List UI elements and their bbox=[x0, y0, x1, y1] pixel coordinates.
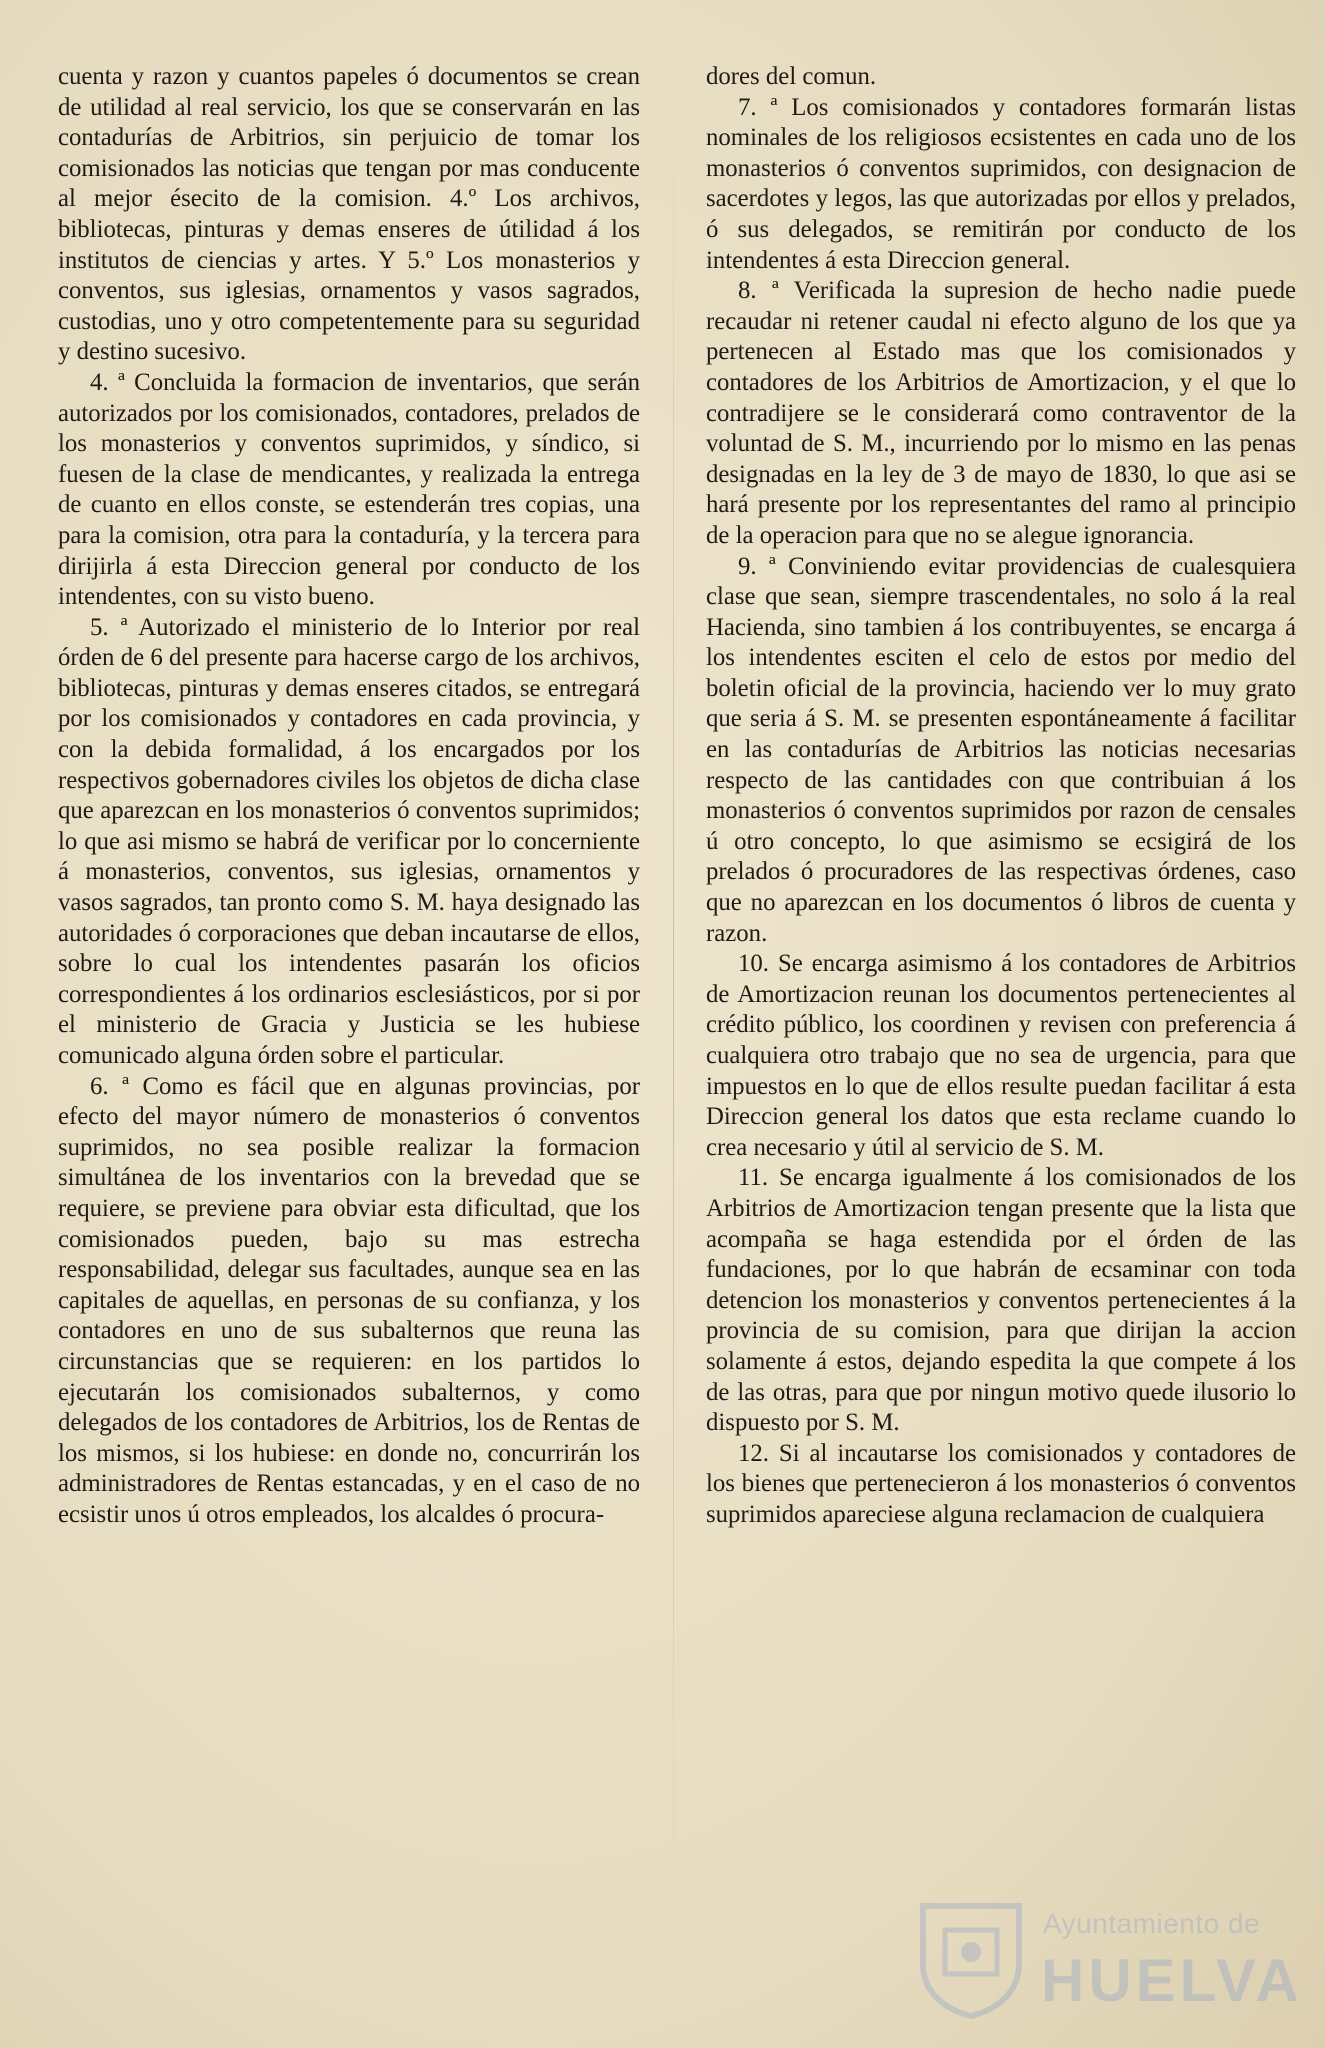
column-divider bbox=[673, 60, 674, 1940]
paragraph-article-8: 8. ª Verificada la supresion de hecho nadie puede recaudar ni retener caudal ni efecto alguno de los que ya pertenecen al Estado mas que los comisionados y contadores de los Arbitrios de Amortizacion, y el que lo contradijere se le considerará como contraventor de la voluntad de S. M., incurriendo por lo mismo en las penas designadas en la ley de 3 de mayo de 1830, lo que asi se hará presente por los representantes del ramo al principio de la operacion para que no se alegue ignorancia. bbox=[706, 277, 1296, 549]
paragraph-article-12: 12. Si al incautarse los comisionados y contadores de los bienes que pertenecieron á los monasterios ó conventos suprimidos apareciese alguna reclamacion de cualquiera bbox=[706, 1439, 1296, 1528]
watermark-line-2: HUELVA bbox=[1041, 1947, 1303, 2014]
paragraph-continuation-6: dores del comun. bbox=[706, 63, 877, 90]
paragraph-article-6: 6. ª Como es fácil que en algunas provincias, por efecto del mayor número de monasterios ó conventos suprimidos, no sea posible realizar la formacion simultánea de los inventarios con la brevedad que se requiere, se previene para obviar esta dificultad, que los comisionados pueden, bajo su mas estrecha responsabilidad, delegar sus facultades, aunque sea en las capitales de aquellas, en personas de su confianza, y los contadores en uno de sus subalternos que reuna las circunstancias que se requieren: en los partidos lo ejecutarán los comisionados subalternos, y como delegados de los contadores de Arbitrios, los de Rentas de los mismos, si los hubiese: en donde no, concurrirán los administradores de Rentas estancadas, y en el caso de no ecsistir unos ú otros empleados, los alcaldes ó procura- bbox=[58, 1072, 640, 1528]
left-column bbox=[58, 62, 640, 1531]
paragraph-article-10: 10. Se encarga asimismo á los contadores de Arbitrios de Amortizacion reunan los documentos pertenecientes al crédito público, los coordinen y revisen con preferencia á cualquiera otro trabajo que no sea de urgencia, para que impuestos en lo que de ellos resulte puedan facilitar á esta Direccion general los datos que esta reclame cuando lo crea necesario y útil al servicio de S. M. bbox=[706, 950, 1296, 1161]
paragraph-continuation-3: cuenta y razon y cuantos papeles ó documentos se crean de utilidad al real servicio, los que se conservarán en las contadurías de Arbitrios, sin perjuicio de tomar los comisionados las noticias que tengan por mas conducente al mejor ésecito de la comision. 4.º Los archivos, bibliotecas, pinturas y demas enseres de útilidad á los institutos de ciencias y artes. Y 5.º Los monasterios y conventos, sus iglesias, ornamentos y vasos sagrados, custodias, uno y otro competentemente para su seguridad y destino sucesivo. bbox=[58, 63, 640, 366]
paragraph-article-4: 4. ª Concluida la formacion de inventarios, que serán autorizados por los comisionados, contadores, prelados de los monasterios y conventos suprimidos, y síndico, si fuesen de la clase de mendicantes, y realizada la entrega de cuanto en ellos conste, se estenderán tres copias, una para la comision, otra para la contaduría, y la tercera para dirijirla á esta Direccion general por conducto de los intendentes, con su visto bueno. bbox=[58, 368, 640, 611]
paragraph-article-11: 11. Se encarga igualmente á los comisionados de los Arbitrios de Amortizacion tengan presente que la lista que acompaña se haga estendida por el órden de las fundaciones, por lo que habrán de ecsaminar con toda detencion los monasterios y conventos pertenecientes á la provincia de su comision, para que dirijan la accion solamente á estos, dejando espedita la que compete á los de las otras, para que por ningun motivo quede ilusorio lo dispuesto por S. M. bbox=[706, 1164, 1296, 1437]
paragraph-article-7: 7. ª Los comisionados y contadores formarán listas nominales de los religiosos ecsistentes en cada uno de los monasterios ó conventos suprimidos, con designacion de sacerdotes y legos, las que autorizadas por ellos y prelados, ó sus delegados, se remitirán por conducto de los intendentes á esta Direccion general. bbox=[706, 93, 1296, 274]
right-column bbox=[706, 62, 1296, 1531]
watermark-line-1: Ayuntamiento de bbox=[1043, 1908, 1261, 1939]
watermark-logo bbox=[915, 1900, 1303, 2020]
shield-icon bbox=[915, 1900, 1027, 2020]
paragraph-article-9: 9. ª Conviniendo evitar providencias de cualesquiera clase que sean, siempre trascendentales, no solo á la real Hacienda, sino tambien á los contribuyentes, se encarga á los intendentes esciten el celo de estos por medio del boletin oficial de la provincia, haciendo ver lo muy grato que seria á S. M. se presenten espontáneamente á facilitar en las contadurías de Arbitrios las noticias necesarias respecto de las cantidades con que contribuian á los monasterios ó conventos suprimidos por razon de censales ú otro concepto, lo que asimismo se ecsigirá de los prelados ó procuradores de las respectivas órdenes, caso que no aparezcan en los documentos ó libros de cuenta y razon. bbox=[706, 552, 1296, 947]
paragraph-article-5: 5. ª Autorizado el ministerio de lo Interior por real órden de 6 del presente para hacerse cargo de los archivos, bibliotecas, pinturas y demas enseres citados, se entregará por los comisionados y contadores en cada provincia, y con la debida formalidad, á los encargados por los respectivos gobernadores civiles los objetos de dicha clase que aparezcan en los monasterios ó conventos suprimidos; lo que asi mismo se habrá de verificar por lo concerniente á monasterios, conventos, sus iglesias, ornamentos y vasos sagrados, tan pronto como S. M. haya designado las autoridades ó corporaciones que deban incautarse de ellos, sobre lo cual los intendentes pasarán los oficios correspondientes á los ordinarios esclesiásticos, por si por el ministerio de Gracia y Justicia se les hubiese comunicado alguna órden sobre el particular. bbox=[58, 613, 640, 1069]
